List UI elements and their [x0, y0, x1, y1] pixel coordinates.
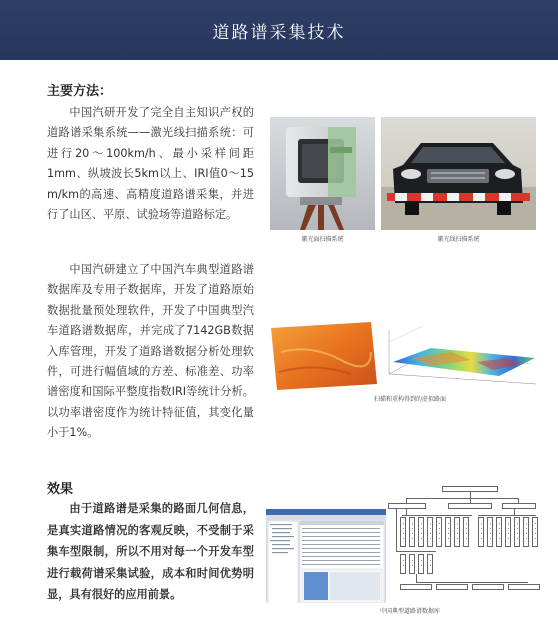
database-software-screenshot — [266, 509, 386, 603]
methods-paragraph-1: 中国汽研开发了完全自主知识产权的道路谱采集系统——激光线扫描系统：可进行20～100km/h、最小采样间距1mm、纵坡波长5km以上、IRI值0～15 m/km的高速、高精度道路谱采集，并进行了山区、平原、试验场等道路标定。 — [47, 106, 266, 222]
caption-car: 激光线扫描系统 — [437, 236, 480, 243]
methods-heading: 主要方法： — [47, 84, 113, 99]
caption-virtual-road: 扫描和重构得到的虚拟路面 — [373, 396, 446, 403]
caption-database: 中国典型道路谱数据库 — [379, 608, 440, 615]
laser-line-scanner-car-photo — [381, 117, 536, 230]
effects-paragraph: 由于道路谱是采集的路面几何信息，是真实道路情况的客观反映，不受制于采集车型限制，所以不用对每一个开发车型进行载荷谱采集试验，成本和时间优势明显，具有很好的应用前景。 — [47, 502, 254, 602]
page-header — [0, 0, 558, 60]
caption-scanner: 激光面扫描系统 — [301, 236, 344, 243]
effects-heading: 效果 — [47, 482, 74, 497]
road-spectrum-database-figure — [266, 478, 550, 603]
virtual-road-surface-figure — [271, 322, 541, 390]
methods-paragraph-2: 中国汽研建立了中国汽车典型道路谱数据库及专用子数据库，开发了道路原始数据批量预处理软件，开发了中国典型汽车道路谱数据库，并完成了7142GB数据入库管理，开发了道路谱数据分析处理软件，可进行幅值域的方差、标准差、功率谱密度和国际平整度指数IRI等统计分析。以功率谱密度作为统计特征值，其变化量小于1%。 — [47, 263, 254, 440]
laser-surface-scanner-photo — [270, 117, 375, 230]
page-title: 道路谱采集技术 — [212, 22, 346, 43]
